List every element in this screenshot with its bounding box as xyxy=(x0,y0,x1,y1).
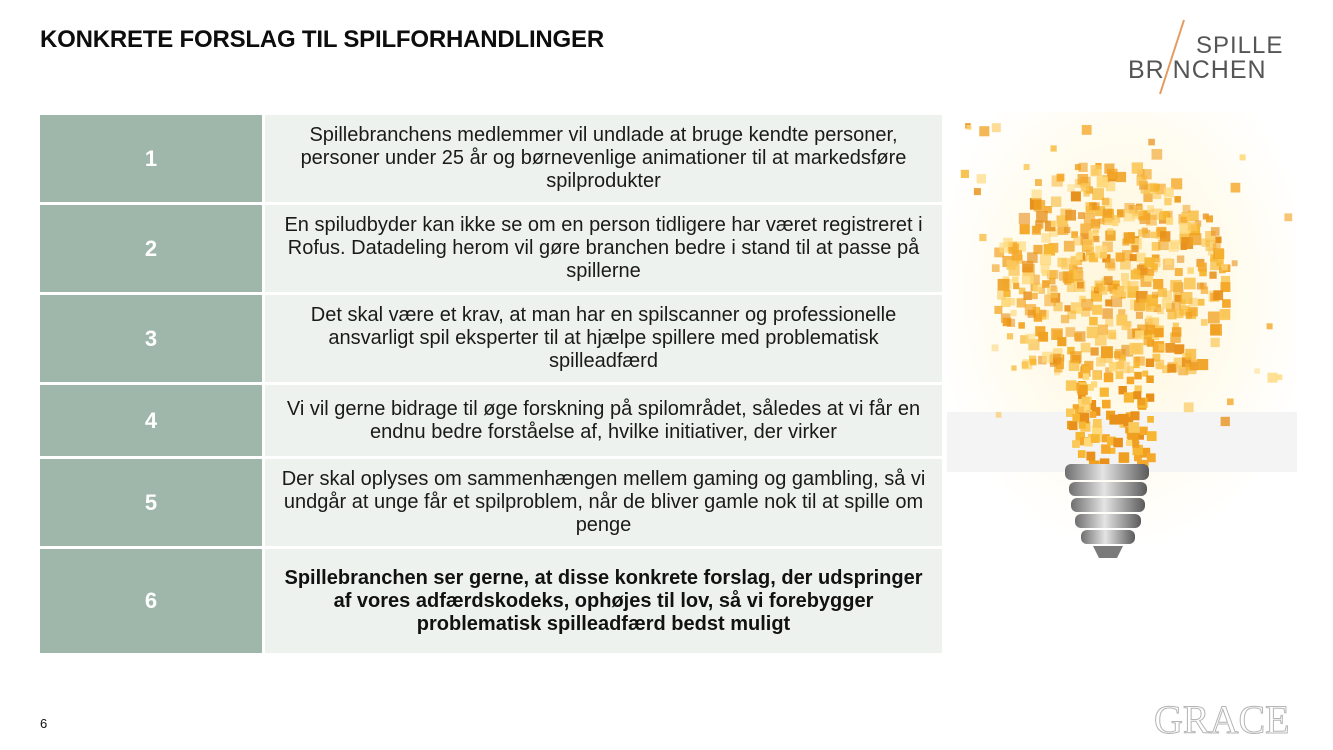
row-text: Spillebranchen ser gerne, at disse konkrete forslag, der udspringer af vores adfærdskodeks, ophøjes til lov, så vi forebygger problematisk spilleadfærd bedst muligt xyxy=(265,549,942,653)
row-text: Der skal oplyses om sammenhængen mellem gaming og gambling, så vi undgår at unge får et spilproblem, når de bliver gamle nok til at spille om penge xyxy=(265,459,942,546)
lightbulb-pixel-icon xyxy=(947,112,1297,572)
table-row xyxy=(40,549,942,653)
proposal-table xyxy=(40,115,942,656)
logo-line2: BR NCHEN xyxy=(1128,56,1267,84)
row-number: 2 xyxy=(40,205,262,292)
table-row xyxy=(40,295,942,382)
row-number: 1 xyxy=(40,115,262,202)
spillebranchen-logo xyxy=(1124,18,1284,98)
grace-logo: GRACE xyxy=(1154,697,1290,742)
row-text: Det skal være et krav, at man har en spilscanner og professionelle ansvarligt spil eksperter til at hjælpe spillere med problematisk spilleadfærd xyxy=(265,295,942,382)
logo-line1: SPILLE xyxy=(1196,32,1284,59)
table-row xyxy=(40,205,942,292)
row-text: En spiludbyder kan ikke se om en person tidligere har været registreret i Rofus. Datadeling herom vil gøre branchen bedre i stand til at passe på spillerne xyxy=(265,205,942,292)
row-number: 5 xyxy=(40,459,262,546)
row-number: 4 xyxy=(40,385,262,456)
table-row xyxy=(40,115,942,202)
row-number: 3 xyxy=(40,295,262,382)
page-number: 6 xyxy=(40,716,48,731)
row-text: Spillebranchens medlemmer vil undlade at bruge kendte personer, personer under 25 år og børnevenlige animationer til at markedsføre spilprodukter xyxy=(265,115,942,202)
row-number: 6 xyxy=(40,549,262,653)
table-row xyxy=(40,385,942,456)
row-text: Vi vil gerne bidrage til øge forskning på spilområdet, således at vi får en endnu bedre forståelse af, hvilke initiativer, der virker xyxy=(265,385,942,456)
page-title: KONKRETE FORSLAG TIL SPILFORHANDLINGER xyxy=(40,26,604,53)
table-row xyxy=(40,459,942,546)
